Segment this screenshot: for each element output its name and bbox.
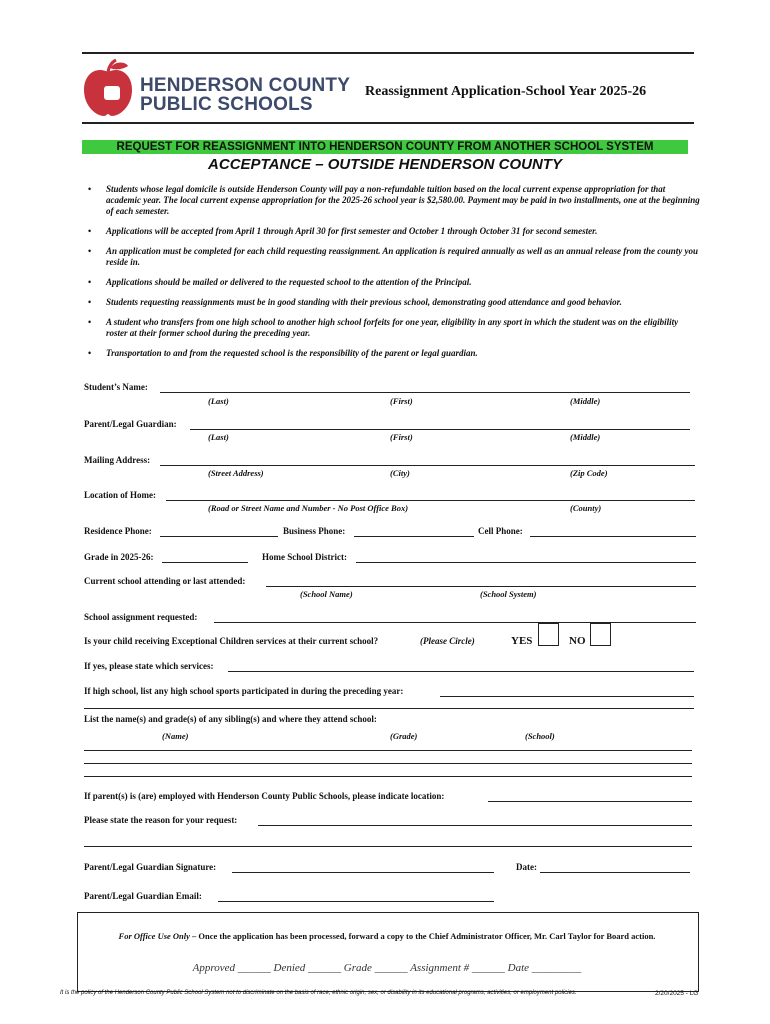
last-name-hint: (Last) <box>208 432 229 442</box>
reason-label: Please state the reason for your request: <box>84 815 238 825</box>
sibling-line[interactable] <box>84 776 692 777</box>
cell-phone-label: Cell Phone: <box>478 526 523 536</box>
approval-line: Approved ______ Denied ______ Grade ______ Assignment # ______ Date _________ <box>192 962 582 974</box>
street-hint: (Street Address) <box>208 468 264 478</box>
services-label: If yes, please state which services: <box>84 661 214 671</box>
policy-bullet: • An application must be completed for each child requesting reassignment. An application is required annually as well as an annual release from the county you reside in. <box>88 246 698 267</box>
school-name-hint: (School Name) <box>300 589 353 599</box>
sports-field[interactable] <box>440 696 694 697</box>
bullet-icon: • <box>88 184 92 194</box>
office-use-label: For Office Use Only <box>118 931 190 941</box>
guardian-name-label: Parent/Legal Guardian: <box>84 419 177 429</box>
no-option-label: NO <box>569 635 586 647</box>
sports-field-line2[interactable] <box>84 708 694 709</box>
residence-phone-label: Residence Phone: <box>84 526 152 536</box>
yes-option-label: YES <box>511 635 533 647</box>
office-use-note: For Office Use Only – Once the application has been processed, forward a copy to the Chief Administrator Officer, Mr. Carl Taylor for Board action. <box>118 931 656 941</box>
siblings-label: List the name(s) and grade(s) of any sibling(s) and where they attend school: <box>84 714 377 724</box>
employment-location-field[interactable] <box>488 801 692 802</box>
reassignment-banner: REQUEST FOR REASSIGNMENT INTO HENDERSON COUNTY FROM ANOTHER SCHOOL SYSTEM <box>82 140 688 154</box>
middle-name-hint: (Middle) <box>570 396 601 406</box>
sibling-line[interactable] <box>84 763 692 764</box>
road-hint: (Road or Street Name and Number - No Post Office Box) <box>208 503 409 513</box>
county-hint: (County) <box>570 503 602 513</box>
header-rule <box>82 122 694 124</box>
student-name-field[interactable] <box>160 392 690 393</box>
please-circle-hint: (Please Circle) <box>420 636 475 646</box>
office-use-box <box>77 912 699 992</box>
reason-field[interactable] <box>258 825 692 826</box>
cell-phone-field[interactable] <box>530 536 696 537</box>
guardian-name-field[interactable] <box>190 429 690 430</box>
home-school-district-label: Home School District: <box>262 552 347 562</box>
policy-bullet: • Transportation to and from the requested school is the responsibility of the parent or legal guardian. <box>88 348 478 358</box>
school-district-name <box>140 76 350 114</box>
current-school-label: Current school attending or last attended: <box>84 576 246 586</box>
bullet-icon: • <box>88 297 92 307</box>
acceptance-subheading: ACCEPTANCE – OUTSIDE HENDERSON COUNTY <box>208 156 562 173</box>
policy-bullet: • A student who transfers from one high school to another high school forfeits for one year, eligibility in any sport in which the student was on the eligibility roster at their former school during the preceding year. <box>88 317 679 338</box>
no-checkbox[interactable] <box>590 623 611 646</box>
mailing-address-field[interactable] <box>160 465 695 466</box>
policy-bullet: • Students requesting reassignments must be in good standing with their previous school, demonstrating good attendance and good behavior. <box>88 297 622 307</box>
policy-bullet-list <box>88 184 700 368</box>
school-name-line1: HENDERSON COUNTY <box>140 75 351 96</box>
policy-bullet: • Applications will be accepted from April 1 through April 30 for first semester and October 1 through October 31 for second semester. <box>88 226 598 236</box>
sports-label: If high school, list any high school sports participated in during the preceding year: <box>84 686 404 696</box>
first-name-hint: (First) <box>390 432 413 442</box>
apple-logo-icon <box>82 58 134 118</box>
policy-bullet: • Students whose legal domicile is outside Henderson County will pay a non-refundable tuition based on the local current expense appropriation for that academic year. The local current expense appropriation for the 2025-26 school year is $2,580.00. Payment may be paid in two installments, one at the beginning of each semester. <box>88 184 700 216</box>
email-label: Parent/Legal Guardian Email: <box>84 891 202 901</box>
home-school-district-field[interactable] <box>356 562 696 563</box>
date-field[interactable] <box>540 872 690 873</box>
last-name-hint: (Last) <box>208 396 229 406</box>
business-phone-label: Business Phone: <box>283 526 346 536</box>
school-name-line2: PUBLIC SCHOOLS <box>140 94 313 115</box>
employment-location-label: If parent(s) is (are) employed with Henderson County Public Schools, please indicate location: <box>84 791 445 801</box>
top-rule <box>82 52 694 54</box>
signature-field[interactable] <box>232 872 494 873</box>
residence-phone-field[interactable] <box>160 536 278 537</box>
school-system-hint: (School System) <box>480 589 537 599</box>
sibling-name-hint: (Name) <box>162 731 189 741</box>
services-field[interactable] <box>228 671 694 672</box>
email-field[interactable] <box>218 901 494 902</box>
bullet-icon: • <box>88 226 92 236</box>
policy-bullet: • Applications should be mailed or delivered to the requested school to the attention of the Principal. <box>88 277 472 287</box>
city-hint: (City) <box>390 468 410 478</box>
grade-field[interactable] <box>162 562 248 563</box>
mailing-address-label: Mailing Address: <box>84 455 151 465</box>
yes-checkbox[interactable] <box>538 623 559 646</box>
bullet-icon: • <box>88 317 92 327</box>
current-school-field[interactable] <box>266 586 696 587</box>
school-requested-field[interactable] <box>214 622 696 623</box>
business-phone-field[interactable] <box>354 536 474 537</box>
reason-field-line2[interactable] <box>84 846 692 847</box>
middle-name-hint: (Middle) <box>570 432 601 442</box>
bullet-icon: • <box>88 348 92 358</box>
student-name-label: Student’s Name: <box>84 382 148 392</box>
bullet-icon: • <box>88 246 92 256</box>
date-label: Date: <box>516 862 537 872</box>
revision-date: 2/20/2025 - LG <box>655 990 699 997</box>
sibling-grade-hint: (Grade) <box>390 731 418 741</box>
location-of-home-label: Location of Home: <box>84 490 156 500</box>
sibling-line[interactable] <box>84 750 692 751</box>
sibling-school-hint: (School) <box>525 731 555 741</box>
bullet-icon: • <box>88 277 92 287</box>
non-discrimination-policy: It is the policy of the Henderson County Public School System not to discriminate on the basis of race, ethnic origin, sex, or disability in its educational programs, activities, or employment policies. <box>60 990 577 996</box>
zip-hint: (Zip Code) <box>570 468 608 478</box>
school-requested-label: School assignment requested: <box>84 612 198 622</box>
grade-label: Grade in 2025-26: <box>84 552 154 562</box>
form-title: Reassignment Application-School Year 2025-26 <box>365 84 647 99</box>
signature-label: Parent/Legal Guardian Signature: <box>84 862 217 872</box>
ec-question-label: Is your child receiving Exceptional Children services at their current school? <box>84 636 379 646</box>
location-of-home-field[interactable] <box>166 500 695 501</box>
first-name-hint: (First) <box>390 396 413 406</box>
